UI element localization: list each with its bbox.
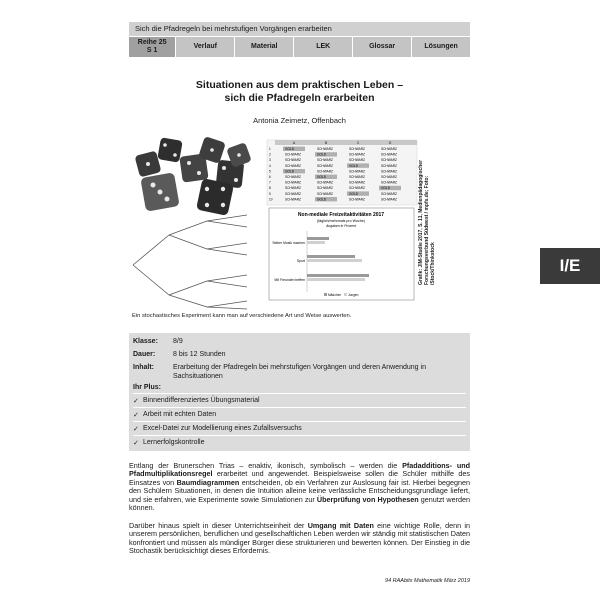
- nav-reihe[interactable]: [129, 37, 176, 57]
- section-tab[interactable]: I/E: [540, 248, 600, 284]
- p1-bold: Überprüfung von Hypothesen: [316, 494, 419, 504]
- info-inhalt: [133, 363, 463, 381]
- plus-item-text: Lernerfolgskontrolle: [143, 439, 205, 446]
- nav-loesungen-label: Lösungen: [424, 43, 458, 50]
- table-row-number: 6: [269, 175, 271, 179]
- table-cell: SCHWARZ: [285, 158, 301, 163]
- p2-text: eine wichtige Rolle, denn in unserem persönlichen, beruflichen und gesellschaftlichen Leben werden wir ständig mit statistischen Daten konfrontiert und müssen als mündiger Bürger diese strukturieren und bewerten können. Der Einstieg in die Stochastik berücksichtigt dieses Erfordernis.: [129, 521, 471, 556]
- p2-text: Darüber hinaus spielt in dieser Unterrichtseinheit der: [129, 521, 308, 530]
- chart-subtitle: (täglich/mehrmals pro Woche): [317, 219, 365, 223]
- nav-lek-label: LEK: [316, 43, 331, 50]
- table-cell: SCHWARZ: [349, 175, 365, 179]
- bar-music-boys: [307, 241, 325, 244]
- table-header: A: [293, 141, 296, 145]
- check-icon: ✓: [133, 439, 139, 447]
- table-cell: GOLD: [285, 169, 295, 174]
- image-credit: Grafik: JIM-Studie 2017, S. 11, Medienpädagogischer Forschungsverbund Südwest / mpfs.de; Foto: iStock/Thinkstock: [418, 159, 436, 285]
- table-cell: SCHWARZ: [317, 180, 333, 185]
- nav-loesungen[interactable]: [412, 37, 470, 57]
- table-cell: SCHWARZ: [381, 169, 397, 174]
- plus-item-text: Excel-Datei zur Modellierung eines Zufallsversuchs: [143, 425, 302, 432]
- page-title: [129, 79, 470, 105]
- p1-text: erarbeitet und angewendet. Beispielsweise sollen die Schüler mithilfe des Einsatzes von: [129, 469, 470, 487]
- tree-diagram: [133, 215, 247, 309]
- topic-text: Sich die Pfadregeln bei mehrstufigen Vorgängen erarbeiten: [135, 24, 332, 33]
- table-cell: SCHWARZ: [317, 169, 333, 174]
- bar-music-girls: [307, 237, 329, 240]
- nav-glossar[interactable]: [353, 37, 412, 57]
- plus-item: [133, 435, 466, 449]
- table-cell: SCHWARZ: [285, 191, 301, 196]
- nav-lek[interactable]: [294, 37, 353, 57]
- p1-bold: Baumdiagrammen: [176, 477, 240, 487]
- check-icon: ✓: [133, 397, 139, 405]
- table-cell: SCHWARZ: [381, 197, 397, 202]
- table-cell: GOLD: [349, 163, 359, 168]
- p1-text: genutzt werden können.: [129, 494, 470, 513]
- table-cell: SCHWARZ: [349, 197, 365, 202]
- body-paragraph-1: [129, 462, 470, 512]
- bar-sport-boys: [307, 259, 362, 262]
- plus-item: [133, 421, 466, 435]
- klasse-label: Klasse:: [133, 338, 158, 345]
- author: Antonia Zeimetz, Offenbach: [253, 116, 346, 125]
- table-cell: GOLD: [381, 186, 391, 191]
- nav-reihe-label: Reihe 25: [137, 39, 167, 46]
- table-cell: SCHWARZ: [317, 147, 333, 151]
- table-cell: SCHWARZ: [381, 180, 397, 185]
- chart-cat-2: Selber Musik machen: [272, 241, 305, 245]
- table-cell: SCHWARZ: [317, 191, 333, 196]
- inhalt-value: Erarbeitung der Pfadregeln bei mehrstufigen Vorgängen und deren Anwendung in Sachsituationen: [173, 364, 426, 380]
- nav-material[interactable]: [235, 37, 294, 57]
- info-dauer: [133, 350, 463, 359]
- nav-glossar-label: Glossar: [369, 43, 396, 50]
- bar-chart-panel: [269, 208, 414, 300]
- table-cell: SCHWARZ: [285, 186, 301, 191]
- title-line-1: Situationen aus dem praktischen Leben –: [195, 79, 404, 91]
- section-nav: [129, 37, 470, 57]
- chart-cat-1: Mit Freunden treffen: [274, 278, 305, 282]
- table-cell: SCHWARZ: [349, 180, 365, 185]
- body-paragraph-2: [129, 522, 470, 556]
- info-klasse: [133, 337, 463, 346]
- table-cell: SCHWARZ: [381, 147, 397, 151]
- plus-item: [133, 393, 466, 407]
- chart-cat-0: Sport: [296, 259, 305, 263]
- inhalt-label: Inhalt:: [133, 364, 154, 371]
- figure-caption: Ein stochastisches Experiment kann man auf verschiedene Art und Weise auswerten.: [132, 313, 352, 319]
- nav-verlauf-label: Verlauf: [193, 43, 217, 50]
- plus-heading: [133, 383, 161, 392]
- dauer-label: Dauer:: [133, 351, 156, 358]
- table-row-number: 1: [269, 147, 271, 151]
- table-cell: SCHWARZ: [381, 163, 397, 168]
- p1-text: entscheiden, ob ein Verfahren zur Auslosung fair ist. Hierbei begegnen den Schülern Situationen, in denen die Intuition alleine keine verlässliche Entscheidungsgrundlage liefert, und sie erfahren, wie Experimente sowie Simulationen zur: [129, 477, 470, 504]
- table-cell: SCHWARZ: [285, 197, 301, 202]
- check-icon: ✓: [133, 425, 139, 433]
- p2-bold: Umgang mit Daten: [307, 521, 374, 530]
- dice-photo: [134, 136, 259, 217]
- table-cell: GOLD: [317, 197, 327, 202]
- info-box: [129, 333, 470, 451]
- table-row-number: 4: [269, 163, 271, 168]
- page-footer: 94 RAAbits Mathematik März 2019: [385, 578, 470, 584]
- nav-reihe-sub: S 1: [146, 47, 158, 54]
- plus-item: [133, 407, 466, 421]
- p1-text: Entlang der Brunerschen Trias – enaktiv, ikonisch, symbolisch – werden die: [129, 461, 403, 470]
- chart-title: Non-mediale Freizeitaktivitäten 2017: [297, 212, 385, 218]
- p1-bold: Pfadadditions- und Pfadmultiplikationsregel: [129, 461, 470, 479]
- table-cell: SCHWARZ: [381, 152, 397, 157]
- table-cell: SCHWARZ: [317, 158, 333, 163]
- bar-friends-boys: [307, 278, 365, 281]
- table-cell: GOLD: [317, 175, 327, 179]
- table-row-number: 2: [269, 152, 271, 157]
- table-row-number: 3: [269, 158, 271, 163]
- outcome-table: [267, 140, 417, 205]
- table-cell: SCHWARZ: [285, 163, 301, 168]
- check-icon: ✓: [133, 411, 139, 419]
- table-row-number: 10: [269, 197, 273, 202]
- table-cell: SCHWARZ: [349, 152, 365, 157]
- plus-item-text: Binnendifferenziertes Übungsmaterial: [143, 397, 260, 404]
- table-header: D: [389, 141, 392, 145]
- table-row-number: 9: [269, 191, 271, 196]
- chart-note: Angaben in Prozent: [326, 224, 356, 228]
- table-cell: GOLD: [317, 152, 327, 157]
- bar-friends-girls: [307, 274, 369, 277]
- plus-label: Ihr Plus:: [133, 384, 162, 391]
- table-cell: SCHWARZ: [349, 158, 365, 163]
- table-cell: SCHWARZ: [285, 152, 301, 157]
- table-header: B: [325, 141, 328, 145]
- table-cell: SCHWARZ: [317, 186, 333, 191]
- table-row-number: 5: [269, 169, 271, 174]
- table-cell: SCHWARZ: [381, 175, 397, 179]
- table-cell: GOLD: [349, 191, 359, 196]
- table-row-number: 7: [269, 180, 271, 185]
- plus-item-text: Arbeit mit echten Daten: [143, 411, 217, 418]
- dauer-value: 8 bis 12 Stunden: [173, 351, 226, 358]
- title-line-2: sich die Pfadregeln erarbeiten: [224, 92, 375, 104]
- table-cell: SCHWARZ: [285, 175, 301, 179]
- table-cell: SCHWARZ: [349, 169, 365, 174]
- nav-material-label: Material: [251, 43, 278, 50]
- topic-bar: [129, 22, 470, 36]
- table-cell: GOLD: [285, 147, 295, 151]
- table-cell: SCHWARZ: [381, 158, 397, 163]
- legend-boys: Jungen: [348, 293, 359, 297]
- table-cell: SCHWARZ: [317, 163, 333, 168]
- table-cell: SCHWARZ: [349, 147, 365, 151]
- table-cell: SCHWARZ: [381, 191, 397, 196]
- table-cell: SCHWARZ: [349, 186, 365, 191]
- table-header: C: [357, 141, 360, 145]
- bar-sport-girls: [307, 255, 355, 258]
- table-cell: SCHWARZ: [285, 180, 301, 185]
- nav-verlauf[interactable]: [176, 37, 235, 57]
- table-row-number: 8: [269, 186, 271, 191]
- klasse-value: 8/9: [173, 338, 183, 345]
- legend-girls: Mädchen: [328, 293, 342, 297]
